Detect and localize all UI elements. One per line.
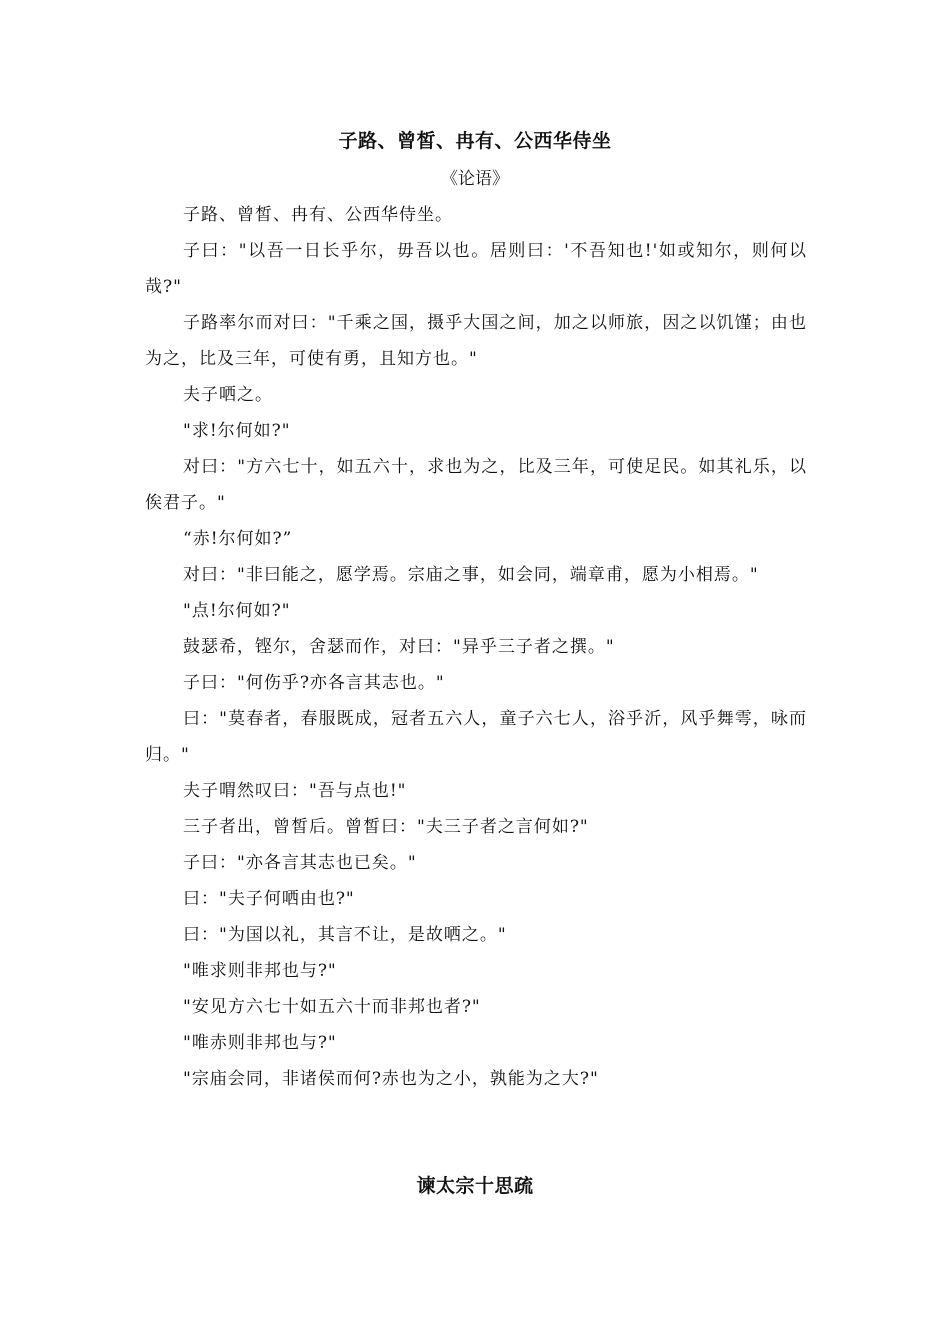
paragraph: 子路率尔而对曰："千乘之国，摄乎大国之间，加之以师旅，因之以饥馑；由也为之，比及三年，可使有勇，且知方也。" [145, 313, 807, 369]
paragraph: 夫子哂之。 [183, 385, 273, 405]
paragraph: 曰："莫春者，春服既成，冠者五六人，童子六七人，浴乎沂，风乎舞雩，咏而归。" [145, 709, 807, 765]
paragraph: "唯求则非邦也与?" [183, 961, 337, 981]
document-subtitle: 《论语》 [441, 169, 509, 189]
paragraph: 对曰："方六七十，如五六十，求也为之，比及三年，可使足民。如其礼乐，以俟君子。" [145, 457, 807, 513]
paragraph: 三子者出，曾皙后。曾皙曰："夫三子者之言何如?" [183, 817, 589, 837]
document-body [145, 197, 807, 1097]
paragraph: 曰："夫子何哂由也?" [183, 889, 355, 909]
paragraph: 对曰："非曰能之，愿学焉。宗庙之事，如会同，端章甫，愿为小相焉。" [183, 565, 759, 585]
paragraph: 夫子喟然叹曰："吾与点也!" [183, 781, 407, 801]
paragraph: 子曰："亦各言其志也已矣。" [183, 853, 417, 873]
paragraph: "点!尔何如?" [183, 601, 291, 621]
paragraph: 子曰："何伤乎?亦各言其志也。" [183, 673, 445, 693]
paragraph: 曰："为国以礼，其言不让，是故哂之。" [183, 925, 507, 945]
paragraph: 鼓瑟希，铿尔，舍瑟而作，对曰："异乎三子者之撰。" [183, 637, 615, 657]
paragraph: "宗庙会同，非诸侯而何?赤也为之小，孰能为之大?" [183, 1069, 599, 1089]
paragraph: "安见方六七十如五六十而非邦也者?" [183, 997, 481, 1017]
paragraph: "求!尔何如?" [183, 421, 291, 441]
paragraph: "唯赤则非邦也与?" [183, 1033, 337, 1053]
next-section-title: 谏太宗十思疏 [416, 1175, 534, 1197]
document-title: 子路、曾皙、冉有、公西华侍坐 [338, 130, 612, 152]
paragraph: 子路、曾皙、冉有、公西华侍坐。 [183, 205, 453, 225]
paragraph: “赤!尔何如?” [183, 529, 293, 549]
paragraph: 子曰："以吾一日长乎尔，毋吾以也。居则曰：'不吾知也!'如或知尔，则何以哉?" [145, 241, 807, 297]
